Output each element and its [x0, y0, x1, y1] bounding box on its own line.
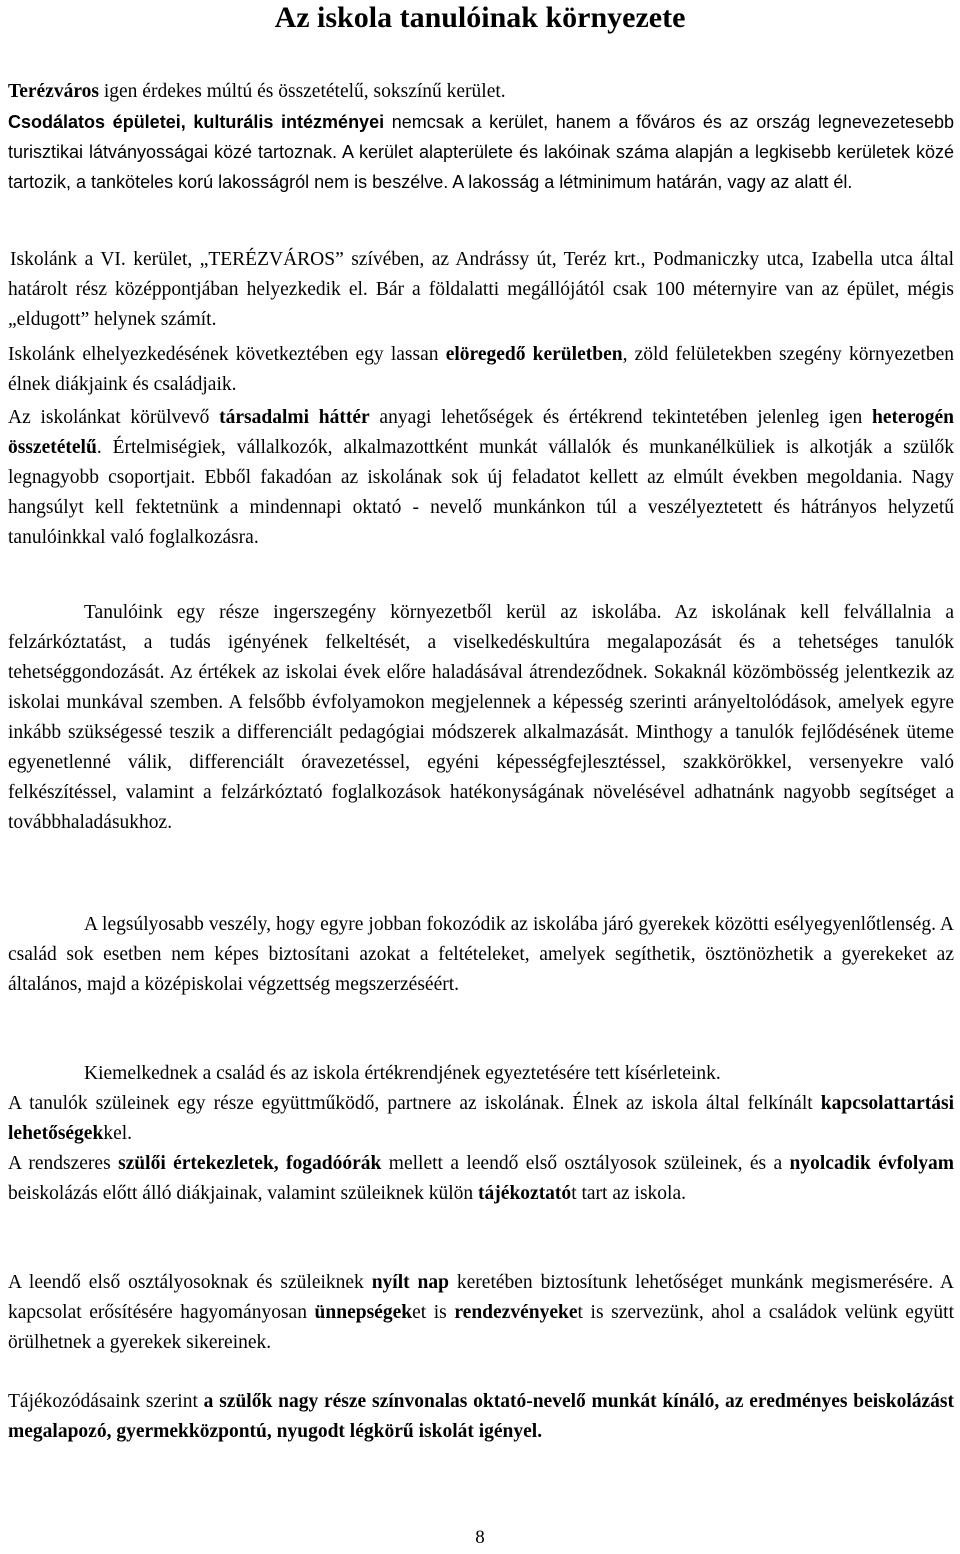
text-run: , zöld felületekben szegény környezetben élnek diákjaink és családjaik. — [8, 344, 954, 395]
bold-text: szülői értekezletek, fogadóórák — [118, 1153, 382, 1174]
paragraph-risk — [8, 910, 954, 1000]
bold-text: tájékoztató — [478, 1183, 572, 1204]
bold-text: ünnepségek — [314, 1302, 413, 1323]
text-run: igen érdekes múltú és összetételű, sokszínű kerület. — [98, 81, 506, 102]
bold-text: heterogén összetételű — [8, 407, 954, 458]
text-run: keretében biztosítunk lehetőséget munkánk megismerésére. A kapcsolat erősítésére hagyományosan — [8, 1272, 954, 1323]
paragraph-social-background — [8, 403, 954, 553]
text-run: anyagi lehetőségek és értékrend tekintetében jelenleg igen — [369, 407, 873, 428]
bold-text: nyílt nap — [371, 1272, 449, 1293]
bold-text: társadalmi háttér — [219, 407, 370, 428]
bold-text: Terézváros — [8, 81, 99, 102]
text-run: mellett a leendő első osztályosok szüleinek, és a — [381, 1153, 790, 1174]
text-run: t is szervezünk, ahol a családok velünk együtt örülhetnek a gyerekek sikereinek. — [8, 1302, 954, 1353]
paragraph-students — [8, 598, 954, 838]
bold-text: rendezvényeke — [454, 1302, 578, 1323]
bold-text: elöregedő kerületben — [445, 344, 623, 365]
text-run: Tájékozódásaink szerint — [8, 1391, 204, 1412]
paragraph-location — [8, 245, 954, 335]
paragraph-meetings — [8, 1149, 954, 1209]
paragraph-values — [8, 1059, 954, 1089]
text-run: A legsúlyosabb veszély, hogy egyre jobban fokozódik az iskolába járó gyerekek közötti esélyegyenlőtlenség. A család sok esetben nem képes biztosítani azokat a feltételeket, amelyek segíthetik, ösztönözhetik a gyerekeket az általános, majd a középiskolai végzettség megszerzéséért. — [8, 914, 954, 995]
text-run: A tanulók szüleinek egy része együttműködő, partnere az iskolának. Élnek az iskola által felkínált — [8, 1093, 821, 1114]
paragraph-intro — [8, 77, 954, 107]
text-run: . Értelmiségiek, vállalkozók, alkalmazottként munkát vállalók és munkanélküliek is alkotják a szülők legnagyobb csoportjait. Ebből fakadóan az iskolának sok új feladatot kellett az elmúlt években megoldania. Nagy hangsúlyt kell fektetnünk a mindennapi oktató - nevelő munkánkon túl a veszélyeztetett és hátrányos helyzetű tanulóinkkal való foglalkozásra. — [8, 437, 954, 548]
bold-text: nyolcadik évfolyam — [789, 1153, 954, 1174]
text-run: beiskolázás előtt álló diákjainak, valamint szüleiknek külön — [8, 1183, 479, 1204]
paragraph-buildings — [8, 107, 954, 197]
bold-text: kapcsolattartási lehetőségek — [8, 1093, 954, 1144]
paragraph-expectations — [8, 1387, 954, 1447]
text-run: et is — [412, 1302, 455, 1323]
text-run: A rendszeres — [8, 1153, 119, 1174]
paragraph-parents — [8, 1089, 954, 1149]
text-run: kel. — [103, 1123, 133, 1144]
text-run: t tart az iskola. — [571, 1183, 686, 1204]
paragraph-open-day — [8, 1268, 954, 1358]
page-title: Az iskola tanulóinak környezete — [274, 1, 686, 34]
text-run: nemcsak a kerület, hanem a főváros és az ország legnevezetesebb turisztikai látványosságai közé tartoznak. A kerület alapterülete és lakóinak száma alapján a legkisebb kerületek közé tartozik, a tanköteles korú lakosságról nem is beszélve. A lakosság a létminimum határán, vagy az alatt él. — [8, 112, 954, 192]
text-run: Iskolánk a VI. kerület, „TERÉZVÁROS” szívében, az Andrássy út, Teréz krt., Podmaniczky utca, Izabella utca által határolt rész középpontjában helyezkedik el. Bár a földalatti megállójától csak 100 méternyire van az épület, mégis „eldugott” helynek számít. — [8, 249, 954, 330]
text-run: A leendő első osztályosoknak és szüleiknek — [8, 1272, 372, 1293]
bold-text: Csodálatos épületei, kulturális intézményei — [8, 112, 385, 132]
text-run: Kiemelkednek a család és az iskola értékrendjének egyeztetésére tett kísérleteink. — [84, 1063, 721, 1084]
bold-text: a szülők nagy része színvonalas oktató-nevelő munkát kínáló, az eredményes beiskolázást megalapozó, gyermekközpontú, nyugodt légkörű iskolát igényel. — [8, 1391, 954, 1442]
text-run: Iskolánk elhelyezkedésének következtében egy lassan — [8, 344, 446, 365]
page-number: 8 — [475, 1527, 485, 1548]
text-run: Az iskolánkat körülvevő — [8, 407, 220, 428]
text-run: Tanulóink egy része ingerszegény környezetből kerül az iskolába. Az iskolának kell felvállalnia a felzárkóztatást, a tudás igényének felkeltését, a viselkedéskultúra megalapozását és a tehetséges tanulók tehetséggondozását. Az értékek az iskolai évek előre haladásával átrendeződnek. Sokaknál közömbösség jelentkezik az iskolai munkával szemben. A felsőbb évfolyamokon megjelennek a képesség szerinti arányeltolódások, amelyek egyre inkább szükségessé teszik a differenciált pedagógiai módszerek alkalmazását. Minthogy a tanulók fejlődésének üteme egyenetlenné válik, differenciált óravezetéssel, egyéni képességfejlesztéssel, szakkörökkel, versenyekre való felkészítéssel, valamint a felzárkóztató foglalkozások hatékonyságának növelésével adhatnánk nagyobb segítséget a továbbhaladásukhoz. — [8, 602, 954, 833]
paragraph-district — [8, 340, 954, 400]
